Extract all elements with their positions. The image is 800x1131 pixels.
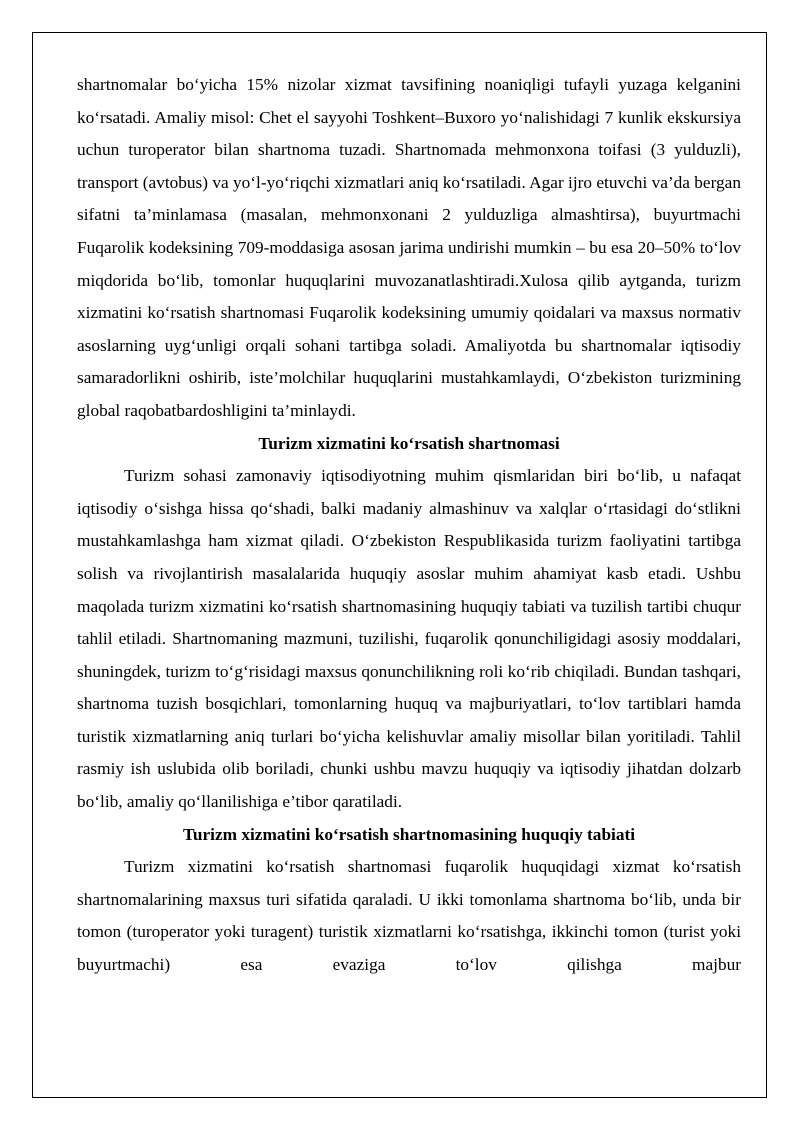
section-heading-contract: Turizm xizmatini ko‘rsatish shartnomasi [258,433,560,453]
paragraph-introduction: Turizm sohasi zamonaviy iqtisodiyotning muhim qismlaridan biri bo‘lib, u nafaqat iqtisodiy o‘sishga hissa qo‘shadi, balki madaniy almashinuv va xalqlar o‘rtasidagi do‘stlikni mustahkamlashga ham xizmat qiladi. O‘zbekiston Respublikasida turizm faoliyatini tartibga solish va rivojlantirish masalalarida huquqiy asoslar muhim ahamiyat kasb etadi. Ushbu maqolada turizm xizmatini ko‘rsatish shartnomasining huquqiy tabiati va tuzilish tartibi chuqur tahlil etiladi. Shartnomaning mazmuni, tuzilishi, fuqarolik qonunchiligidagi asosiy moddalari, shuningdek, turizm to‘g‘risidagi maxsus qonunchilikning roli ko‘rib chiqiladi. Bundan tashqari, shartnoma tuzish bosqichlari, tomonlarning huquq va majburiyatlari, to‘lov tartiblari hamda turistik xizmatlarning aniq turlari bo‘yicha kelishuvlar amaliy misollar bilan yoritiladi. Tahlil rasmiy ish uslubida olib boriladi, chunki ushbu mavzu huquqiy va iqtisodiy jihatdan dolzarb bo‘lib, amaliy qo‘llanilishiga e’tibor qaratiladi. [77,466,741,812]
document-body [77,69,741,982]
paragraph-continued: shartnomalar bo‘yicha 15% nizolar xizmat tavsifining noaniqligi tufayli yuzaga kelganini ko‘rsatadi. Amaliy misol: Chet el sayyohi Toshkent–Buxoro yo‘nalishidagi 7 kunlik ekskursiya uchun turoperator bilan shartnoma tuzadi. Shartnomada mehmonxona toifasi (3 yulduzli), transport (avtobus) va yo‘l-yo‘riqchi xizmatlari aniq ko‘rsatiladi. Agar ijro etuvchi va’da bergan sifatni ta’minlamasa (masalan, mehmonxonani 2 yulduzliga almashtirsa), buyurtmachi Fuqarolik kodeksining 709-moddasiga asosan jarima undirishi mumkin – bu esa 20–50% to‘lov miqdorida bo‘lib, tomonlar huquqlarini muvozanatlashtiradi.Xulosa qilib aytganda, turizm xizmatini ko‘rsatish shartnomasi Fuqarolik kodeksining umumiy qoidalari va maxsus normativ asoslarning uyg‘unligi orqali sohani tartibga soladi. Amaliyotda bu shartnomalar iqtisodiy samaradorlikni oshirib, iste’molchilar huquqlarini mustahkamlaydi, O‘zbekiston turizmining global raqobatbardoshligini ta’minlaydi. [77,75,741,420]
paragraph-legal-nature: Turizm xizmatini ko‘rsatish shartnomasi fuqarolik huquqidagi xizmat ko‘rsatish shartnomalarining maxsus turi sifatida qaraladi. U ikki tomonlama shartnoma bo‘lib, unda bir tomon (turoperator yoki turagent) turistik xizmatlarni ko‘rsatishga, ikkinchi tomon (turist yoki buyurtmachi) esa evaziga to‘lov qilishga majbur [77,857,741,975]
section-heading-legal-nature: Turizm xizmatini ko‘rsatish shartnomasining huquqiy tabiati [182,824,636,844]
